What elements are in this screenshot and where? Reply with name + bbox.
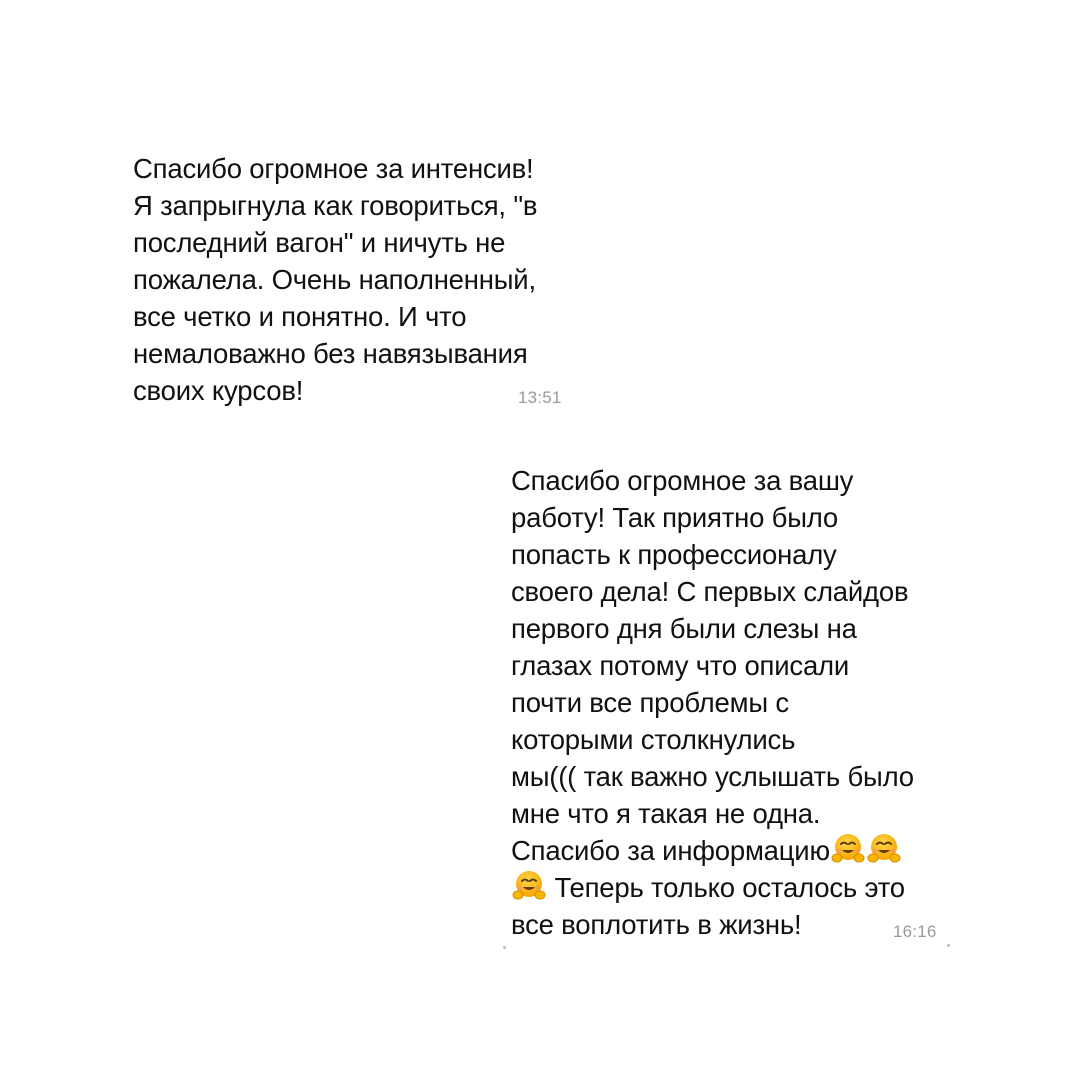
message-text-line: работу! Так приятно было (511, 502, 839, 533)
message-text-line: последний вагон" и ничуть не (133, 227, 506, 258)
message-bubble-2 (511, 462, 951, 943)
message-text-line: попасть к профессионалу (511, 539, 837, 570)
message-text-line: все воплотить в жизнь! (511, 909, 802, 940)
message-text-line: первого дня были слезы на (511, 613, 857, 644)
message-text-line: своих курсов! (133, 375, 304, 406)
message-text-line: которыми столкнулись (511, 724, 796, 755)
message-timestamp: 13:51 (518, 388, 562, 407)
hugging-face-emoji-icon (512, 869, 546, 901)
message-text-line: Спасибо огромное за интенсив! (133, 153, 534, 184)
message-text: Теперь только осталось это (554, 872, 905, 903)
message-bubble-1 (133, 150, 568, 409)
message-text-line: мы((( так важно услышать было (511, 761, 914, 792)
message-text: Спасибо за информацию (511, 835, 830, 866)
message-text-line: глазах потому что описали (511, 650, 850, 681)
message-text-line: Спасибо огромное за вашу (511, 465, 854, 496)
message-text-line: немаловажно без навязывания (133, 338, 528, 369)
message-text-line: пожалела. Очень наполненный, (133, 264, 536, 295)
message-text-line: почти все проблемы с (511, 687, 789, 718)
hugging-face-emoji-icon (831, 832, 865, 864)
bubble-corner-mark (947, 944, 950, 947)
message-text-line: мне что я такая не одна. (511, 798, 821, 829)
message-text-line (511, 869, 951, 906)
hugging-face-emoji-icon (867, 832, 901, 864)
message-text-line (511, 832, 951, 869)
message-text-line: своего дела! С первых слайдов (511, 576, 909, 607)
message-text-line: все четко и понятно. И что (133, 301, 467, 332)
bubble-corner-mark (503, 946, 506, 949)
message-timestamp: 16:16 (893, 922, 937, 941)
message-text-line: Я запрыгнула как говориться, "в (133, 190, 538, 221)
